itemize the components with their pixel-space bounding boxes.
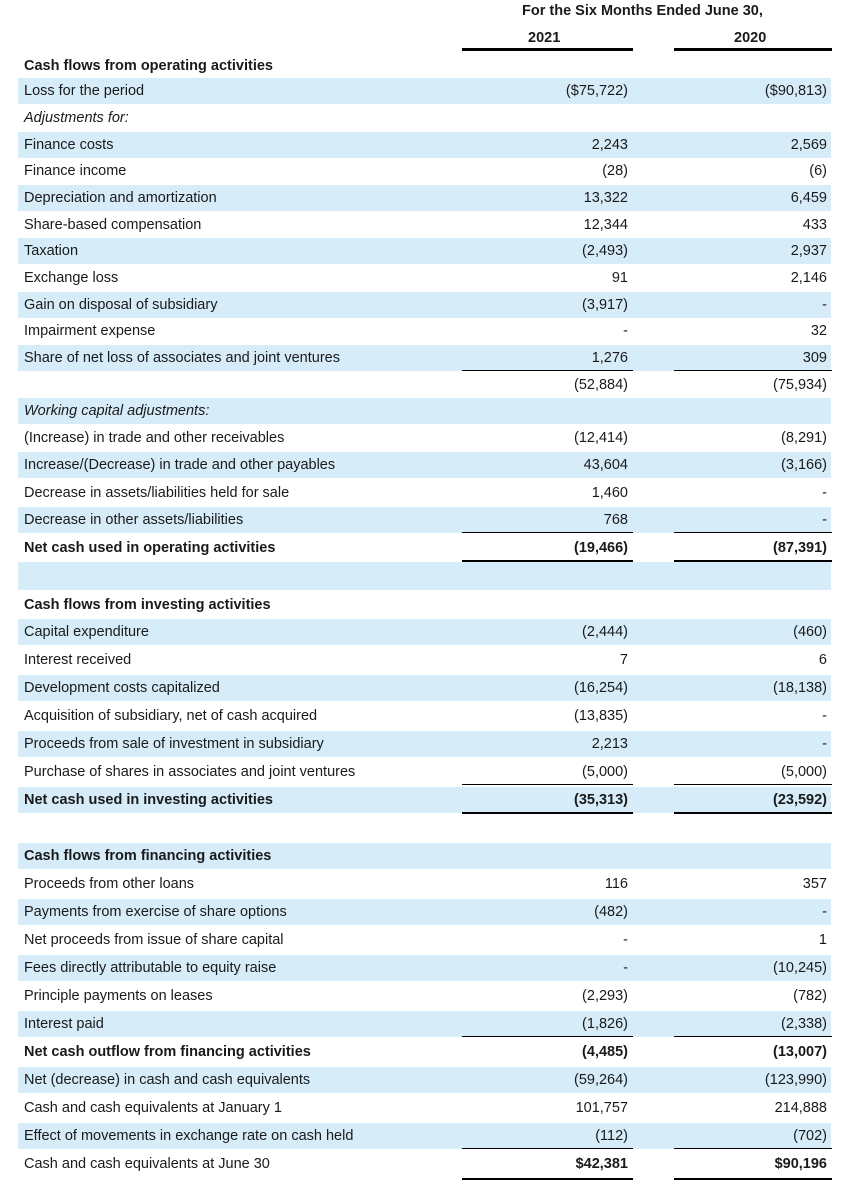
value-2020: 2,569 [790,137,827,153]
value-2021: 1,460 [591,485,628,501]
total-rule [462,812,633,814]
row-label: Impairment expense [24,323,156,339]
row-label: Net cash used in investing activities [24,792,273,808]
value-2020: 2,937 [790,243,827,259]
value-2020: - [822,512,827,528]
row-label: Share-based compensation [24,217,202,233]
value-2021: 2,243 [591,137,628,153]
value-2021: 116 [604,876,628,892]
value-2020: 309 [802,350,827,366]
statement-row [0,1011,844,1037]
row-label: (Increase) in trade and other receivables [24,430,285,446]
statement-row [0,899,844,925]
value-2021: 768 [603,512,628,528]
row-label: Net cash used in operating activities [24,540,276,556]
statement-row [0,507,844,533]
value-2021: 7 [619,652,628,668]
value-2020 [670,105,827,131]
value-2020: 6,459 [790,190,827,206]
total-rule [462,532,633,533]
row-label: Net proceeds from issue of share capital [24,932,284,948]
statement-row [0,731,844,757]
value-2020 [670,562,827,590]
row-label: Proceeds from other loans [24,876,195,892]
value-2020: $90,196 [774,1156,827,1172]
statement-row [0,132,844,158]
row-label: Loss for the period [24,83,145,99]
value-2020: 214,888 [774,1100,827,1116]
statement-row [0,1151,844,1177]
row-label: Principle payments on leases [24,988,213,1004]
value-2021: (35,313) [573,792,628,808]
row-label: Payments from exercise of share options [24,904,287,920]
value-2021: - [623,323,628,339]
row-label: Net cash outflow from financing activities [24,1044,311,1060]
column-heading-2021: 2021 [528,30,561,46]
row-label: Interest received [24,652,132,668]
row-label: Net (decrease) in cash and cash equivalents [24,1072,311,1088]
value-2021: (2,293) [582,988,628,1004]
value-2021: (52,884) [573,377,628,393]
row-label: Working capital adjustments: [24,403,210,419]
grand-total-rule [674,1178,832,1180]
statement-row [0,619,844,645]
row-label: Decrease in assets/liabilities held for sale [24,485,290,501]
row-label: Proceeds from sale of investment in subsidiary [24,736,324,752]
value-2021: (3,917) [582,297,628,313]
statement-row [0,1095,844,1121]
value-2021: (112) [595,1128,628,1144]
value-2021: (482) [594,904,628,920]
value-2020: - [822,904,827,920]
row-label: Finance income [24,163,127,179]
value-2020: - [822,297,827,313]
row-label: Fees directly attributable to equity raise [24,960,277,976]
value-2021: - [623,932,628,948]
value-2020: 357 [802,876,827,892]
value-2021: 2,213 [591,736,628,752]
value-2021: 91 [611,270,628,286]
statement-row [0,372,844,398]
value-2020: (10,245) [772,960,827,976]
value-2021: (1,826) [582,1016,628,1032]
value-2021: (12,414) [573,430,628,446]
statement-row [0,703,844,729]
value-2020: (13,007) [772,1044,827,1060]
total-rule [462,1036,633,1037]
value-2021: ($75,722) [565,83,628,99]
value-2021: (4,485) [582,1044,628,1060]
statement-row [0,592,844,618]
row-label: Taxation [24,243,79,259]
value-2021: (28) [602,163,628,179]
row-label: Development costs capitalized [24,680,220,696]
value-2021: 43,604 [583,457,628,473]
value-2021: - [623,960,628,976]
row-label: Increase/(Decrease) in trade and other payables [24,457,336,473]
statement-row [0,480,844,506]
row-label: Cash flows from investing activities [24,597,271,613]
statement-row [0,78,844,104]
value-2021 [470,562,628,590]
value-2021: 101,757 [575,1100,628,1116]
grand-total-rule [462,1178,633,1180]
statement-row [0,265,844,291]
value-2021: (2,444) [582,624,628,640]
statement-row [0,425,844,451]
value-2020: - [822,485,827,501]
value-2021: (13,835) [573,708,628,724]
value-2021: (59,264) [573,1072,628,1088]
total-rule [674,370,832,371]
value-2020: (460) [793,624,827,640]
statement-row [0,345,844,371]
total-rule [674,812,832,814]
column-heading-2020: 2020 [734,30,767,46]
value-2021 [470,53,628,79]
statement-row [0,105,844,131]
value-2020: (8,291) [781,430,827,446]
value-2020: (782) [793,988,827,1004]
row-label: Cash flows from financing activities [24,848,272,864]
value-2021: (16,254) [573,680,628,696]
row-label: Exchange loss [24,270,119,286]
value-2020: (75,934) [772,377,827,393]
value-2020: 2,146 [790,270,827,286]
value-2020 [670,843,827,869]
total-rule [462,784,633,785]
value-2020: (18,138) [772,680,827,696]
statement-row [0,1039,844,1065]
statement-row [0,759,844,785]
row-label: Interest paid [24,1016,104,1032]
value-2020: (3,166) [781,457,827,473]
row-label: Cash and cash equivalents at June 30 [24,1156,270,1172]
value-2021 [470,105,628,131]
row-label: Decrease in other assets/liabilities [24,512,244,528]
statement-row [0,212,844,238]
value-2020: 6 [818,652,827,668]
statement-row [0,1123,844,1149]
statement-row [0,843,844,869]
value-2020: (23,592) [772,792,827,808]
statement-row [0,292,844,318]
value-2020 [670,398,827,424]
value-2020: (87,391) [772,540,827,556]
row-label: Effect of movements in exchange rate on cash held [24,1128,354,1144]
column-rule-2020 [674,48,832,51]
value-2020: 1 [818,932,827,948]
statement-row [0,955,844,981]
statement-row [0,983,844,1009]
statement-row [0,562,844,590]
row-label: Cash flows from operating activities [24,58,273,74]
row-label: Acquisition of subsidiary, net of cash acquired [24,708,318,724]
value-2021 [470,815,628,841]
statement-row [0,158,844,184]
row-label: Capital expenditure [24,624,149,640]
statement-row [0,53,844,79]
row-label: Adjustments for: [24,110,129,126]
value-2021: (2,493) [582,243,628,259]
value-2021: $42,381 [575,1156,628,1172]
statement-row [0,815,844,841]
statement-row [0,238,844,264]
statement-row [0,185,844,211]
statement-row [0,398,844,424]
value-2020: (2,338) [781,1016,827,1032]
total-rule [674,784,832,785]
statement-row [0,871,844,897]
value-2020: ($90,813) [764,83,827,99]
statement-row [0,1067,844,1093]
row-label: Purchase of shares in associates and joint ventures [24,764,356,780]
value-2020 [670,53,827,79]
value-2021: (19,466) [573,540,628,556]
statement-row [0,535,844,561]
statement-row [0,675,844,701]
value-2020: (702) [793,1128,827,1144]
statement-row [0,318,844,344]
value-2020: (6) [809,163,827,179]
statement-row [0,927,844,953]
period-heading: For the Six Months Ended June 30, [522,3,763,19]
row-label: Cash and cash equivalents at January 1 [24,1100,282,1116]
statement-row [0,647,844,673]
value-2021: 13,322 [583,190,628,206]
value-2021 [470,398,628,424]
row-label: Gain on disposal of subsidiary [24,297,218,313]
value-2021: 12,344 [583,217,628,233]
value-2020: 433 [802,217,827,233]
value-2021: (5,000) [582,764,628,780]
value-2020 [670,815,827,841]
value-2020 [670,592,827,618]
total-rule [462,370,633,371]
value-2021: 1,276 [591,350,628,366]
value-2020: (123,990) [764,1072,827,1088]
total-rule [674,532,832,533]
value-2020: (5,000) [781,764,827,780]
value-2021 [470,592,628,618]
statement-row [0,787,844,813]
row-label: Share of net loss of associates and joint ventures [24,350,340,366]
total-rule [674,1036,832,1037]
total-rule [674,1148,832,1149]
row-label: Finance costs [24,137,114,153]
total-rule [462,1148,633,1149]
value-2020: - [822,708,827,724]
value-2020: - [822,736,827,752]
value-2021 [470,843,628,869]
value-2020: 32 [810,323,827,339]
column-rule-2021 [462,48,633,51]
row-label: Depreciation and amortization [24,190,217,206]
statement-row [0,452,844,478]
